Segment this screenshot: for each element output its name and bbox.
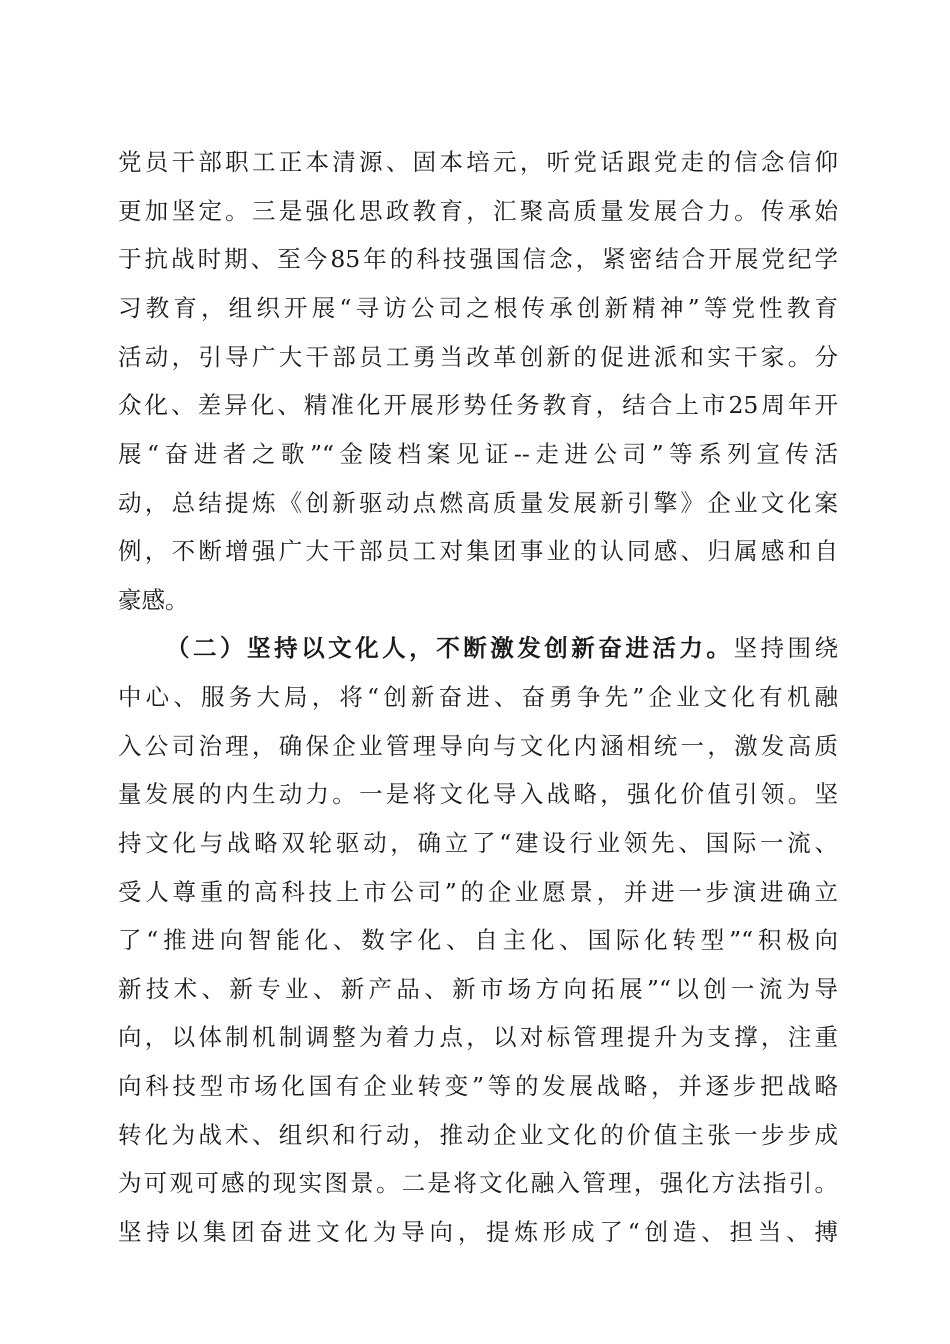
paragraph-line: 活动，引导广大干部员工勇当改革创新的促进派和实干家。分 xyxy=(118,343,838,371)
paragraph-line: 向，以体制机制调整为着力点，以对标管理提升为支撑，注重 xyxy=(118,1023,838,1051)
paragraph-line: 了“推进向智能化、数字化、自主化、国际化转型”“积极向 xyxy=(118,926,838,954)
paragraph-line: 转化为战术、组织和行动，推动企业文化的价值主张一步步成 xyxy=(118,1121,838,1149)
paragraph-line: 入公司治理，确保企业管理导向与文化内涵相统一，激发高质 xyxy=(118,732,838,760)
paragraph-line: 向科技型市场化国有企业转变”等的发展战略，并逐步把战略 xyxy=(118,1072,838,1100)
paragraph-line: 持文化与战略双轮驱动，确立了“建设行业领先、国际一流、 xyxy=(118,829,838,857)
paragraph-line: 受人尊重的高科技上市公司”的企业愿景，并进一步演进确立 xyxy=(118,878,838,906)
paragraph-line: 习教育，组织开展“寻访公司之根传承创新精神”等党性教育 xyxy=(118,294,838,322)
paragraph-line: 更加坚定。三是强化思政教育，汇聚高质量发展合力。传承始 xyxy=(118,197,838,225)
paragraph-line: 例，不断增强广大干部员工对集团事业的认同感、归属感和自 xyxy=(118,537,838,565)
section-heading: （二）坚持以文化人，不断激发创新奋进活力。 xyxy=(166,634,734,662)
paragraph-line: 量发展的内生动力。一是将文化导入战略，强化价值引领。坚 xyxy=(118,780,838,808)
paragraph-line: 中心、服务大局，将“创新奋进、奋勇争先”企业文化有机融 xyxy=(118,683,838,711)
paragraph-line: 为可观可感的现实图景。二是将文化融入管理，强化方法指引。 xyxy=(118,1169,838,1197)
paragraph-line: 于抗战时期、至今85年的科技强国信念，紧密结合开展党纪学 xyxy=(118,245,838,273)
section-first-line-rest: 坚持围绕 xyxy=(733,634,838,662)
paragraph-line: 众化、差异化、精准化开展形势任务教育，结合上市25周年开 xyxy=(118,391,838,419)
paragraph-line: 党员干部职工正本清源、固本培元，听党话跟党走的信念信仰 xyxy=(118,148,838,176)
section-first-line xyxy=(166,628,838,668)
paragraph-line: 动，总结提炼《创新驱动点燃高质量发展新引擎》企业文化案 xyxy=(118,489,838,517)
paragraph-line: 新技术、新专业、新产品、新市场方向拓展”“以创一流为导 xyxy=(118,975,838,1003)
paragraph-line: 豪感。 xyxy=(118,586,189,614)
paragraph-line: 展“奋进者之歌”“金陵档案见证--走进公司”等系列宣传活 xyxy=(118,440,838,468)
paragraph-line: 坚持以集团奋进文化为导向，提炼形成了“创造、担当、搏 xyxy=(118,1218,838,1246)
